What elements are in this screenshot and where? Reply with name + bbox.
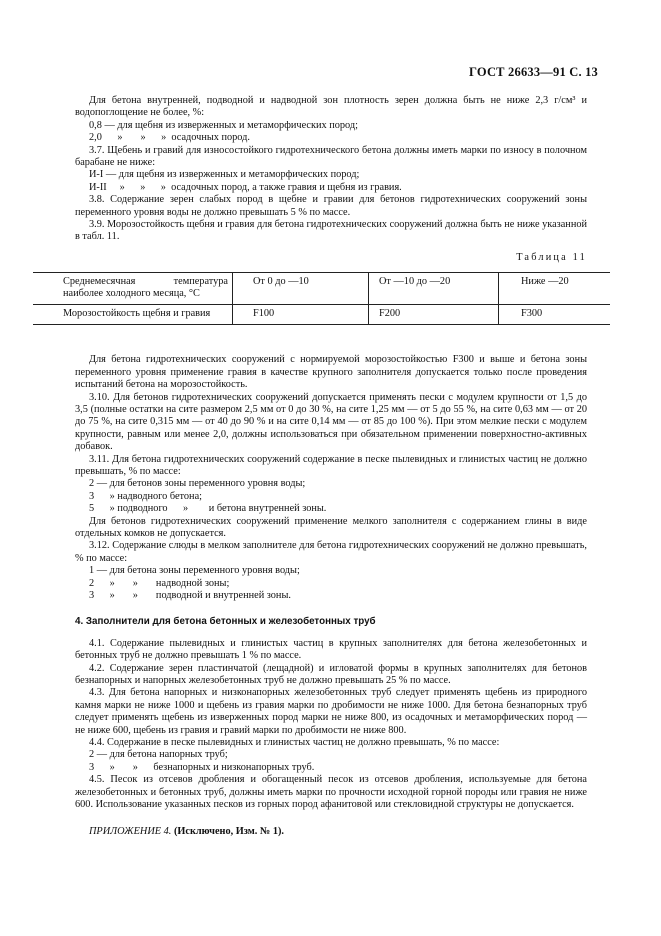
list-item: 5 » подводного » и бетона внутренней зоны. [89, 503, 327, 515]
appendix-note [75, 826, 587, 838]
paragraph: 3.10. Для бетонов гидротехнических сооружений допускается применять пески с модулем крупности от 1,5 до 3,5 (полные остатки на сите размером 2,5 мм от 0 до 30 %, на сите 1,25 мм — от 5 до 55 %, на сите 0,63 мм — от 20 до 75 %, на сите 0,315 мм — от 40 до 90 % и на сите 0,14 мм — от 85 до 100 %). При этом мелкие пески с модулем крупности, равным или менее 2,0, должны использоваться при обязательном применении поверхностно-активных добавок. [75, 391, 587, 453]
paragraph: 3.11. Для бетона гидротехнических сооружений содержание в песке пылевидных и глинистых частиц не должно превышать, % по массе: [75, 453, 587, 477]
document-body [63, 95, 587, 838]
list-item: 2 — для бетонов зоны переменного уровня воды; [89, 478, 306, 490]
table-cell: Среднемесячная температура наиболее холодного месяца, °С [33, 273, 233, 305]
paragraph: Для бетона внутренней, подводной и надводной зон плотность зерен должна быть не ниже 2,3 г/см³ и водопоглощение не более, %: [75, 95, 587, 119]
list-item: 3 » » подводной и внутренней зоны. [89, 590, 291, 601]
table-cell: F200 [369, 305, 499, 325]
list-item: 2 » » надводной зоны; [89, 577, 230, 589]
table-cell: Ниже —20 [499, 273, 611, 305]
table-cell: От 0 до —10 [233, 273, 369, 305]
list-item: 2 — для бетона напорных труб; [89, 749, 228, 761]
table-cell: От —10 до —20 [369, 273, 499, 305]
paragraph: 3.9. Морозостойкость щебня и гравия для бетона гидротехнических сооружений должна быть не ниже указанной в табл. 11. [75, 219, 587, 243]
list-item: И-II » » » осадочных пород, а также гравия и щебня из гравия. [89, 181, 402, 193]
list-item: 1 — для бетона зоны переменного уровня воды; [89, 565, 300, 577]
paragraph: 4.3. Для бетона напорных и низконапорных железобетонных труб следует применять щебень из природного камня марки не ниже 1000 и щебень из гравия марки по дробимости не ниже 1000. Для бетона безнапорных труб следует применять щебень из изверженных пород марки не ниже 800, из осадочных и метаморфических пород — не ниже 600, щебень из гравия и гравий марки по дробимости не ниже 800. [75, 687, 587, 736]
table-row [33, 273, 610, 305]
table-cell: F300 [499, 305, 611, 325]
list-item: И-I — для щебня из изверженных и метаморфических пород; [89, 169, 360, 181]
appendix-label: ПРИЛОЖЕНИЕ 4. [89, 825, 172, 837]
page-header: ГОСТ 26633—91 С. 13 [469, 65, 598, 79]
paragraph: 3.8. Содержание зерен слабых пород в щебне и гравии для бетонов гидротехнических сооружений зоны переменного уровня воды не должно превышать 5 % по массе. [75, 194, 587, 218]
paragraph: 3.7. Щебень и гравий для износостойкого гидротехнического бетона должны иметь марки по износу в полочном барабане не ниже: [75, 144, 587, 169]
section-heading: 4. Заполнители для бетона бетонных и железобетонных труб [75, 616, 376, 628]
paragraph: 4.1. Содержание пылевидных и глинистых частиц в крупных заполнителях для бетона железобетонных и бетонных труб не должно превышать 1 % по массе. [75, 637, 587, 662]
list-item: 3 » надводного бетона; [89, 490, 202, 502]
table-row [33, 305, 610, 325]
paragraph: 3.12. Содержание слюды в мелком заполнителе для бетона гидротехнических сооружений не должно превышать, % по массе: [75, 540, 587, 564]
paragraph: Для бетонов гидротехнических сооружений применение мелкого заполнителя с содержанием глины в виде отдельных комков не допускается. [75, 515, 587, 539]
appendix-text: (Исключено, Изм. № 1). [173, 825, 284, 837]
table-caption: Таблица 11 [516, 251, 587, 263]
paragraph: 4.4. Содержание в песке пылевидных и глинистых частиц не должно превышать, % по массе: [89, 737, 500, 749]
list-item: 2,0 » » » осадочных пород. [89, 132, 250, 144]
list-item: 0,8 — для щебня из изверженных и метаморфических пород; [89, 119, 358, 131]
spacer [75, 325, 587, 354]
paragraph: 4.5. Песок из отсевов дробления и обогащенный песок из отсевов дробления, используемые для бетона железобетонных и бетонных труб, должны иметь марки по прочности исходной горной породы или гравия не ниже 600. Использование указанных песков из горных пород афанитовой или стекловидной структуры не допускается. [75, 774, 587, 811]
frost-resistance-table [33, 272, 610, 325]
table-cell: Морозостойкость щебня и гравия [33, 305, 233, 325]
paragraph: Для бетона гидротехнических сооружений с нормируемой морозостойкостью F300 и выше и бетона зоны переменного уровня применение гравия в качестве крупного заполнителя допускается только после проведения испытаний бетона на морозостойкость. [75, 354, 587, 391]
table-cell: F100 [233, 305, 369, 325]
list-item: 3 » » безнапорных и низконапорных труб. [89, 761, 315, 773]
paragraph: 4.2. Содержание зерен пластинчатой (лещадной) и игловатой формы в крупных заполнителях для бетонов безнапорных и напорных железобетонных труб не должно превышать 25 % по массе. [75, 662, 587, 687]
